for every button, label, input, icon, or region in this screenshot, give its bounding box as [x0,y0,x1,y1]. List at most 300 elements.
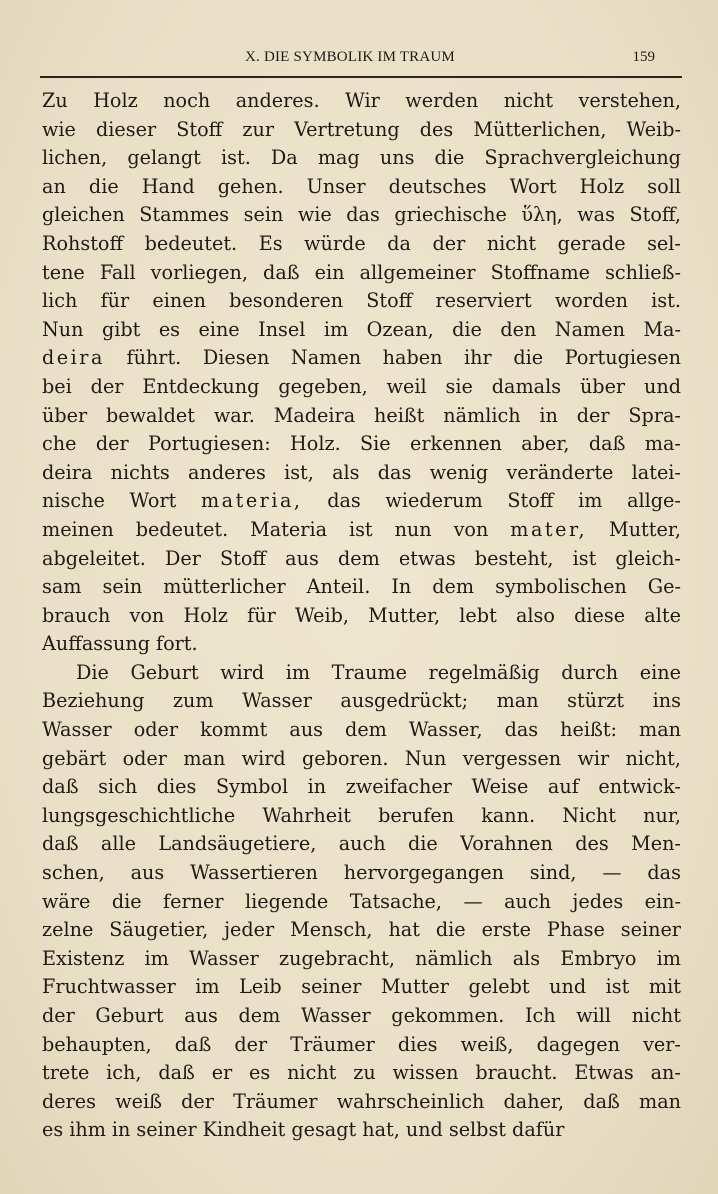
word: deira [42,460,93,484]
word: ein- [644,889,681,913]
word: deira [42,346,105,370]
word: das [346,203,380,227]
word: nicht, [625,746,681,770]
running-title: X. DIE SYMBOLIK IM TRAUM [245,49,455,65]
word: In [391,575,412,599]
word: oder [122,746,167,770]
word: ma- [644,432,681,456]
word: gekommen. [391,1004,505,1027]
word: jedes [572,889,624,913]
word: berufen [378,803,455,827]
word: besteht, [474,546,554,570]
word: der [576,403,610,427]
text-line [42,287,681,316]
word: wird [241,746,286,770]
text-line [42,830,681,859]
word: weiß, [460,1032,514,1056]
page-header [40,49,660,71]
word: in [539,403,558,427]
word: an [42,174,66,198]
word: dieser [96,117,157,141]
word: daß [42,832,79,856]
word: im [656,946,681,970]
text-line [42,430,681,459]
word: vorliegen, [150,260,248,284]
word: nichts [110,460,170,484]
word: sein [243,203,284,227]
word: man [496,689,539,713]
word: Holz [183,603,228,627]
word: dies [156,775,197,799]
word: reserviert [435,289,532,313]
text-line [42,602,681,631]
word: dafür [512,1118,565,1142]
word: jeder [224,918,275,942]
word: trete [42,1061,90,1085]
word: sel- [647,231,681,255]
word: die [452,317,482,341]
word: Mensch, [290,918,373,942]
word: Wasser [300,1004,371,1027]
word: die [435,918,466,942]
word: und [643,374,681,398]
word: zelne [42,918,94,942]
word: die [513,346,544,370]
word: Landsäugetiere, [158,832,317,856]
word: Fruchtwasser [42,975,176,999]
word: nun [394,517,432,541]
word: Wasser, [408,718,483,742]
word: Nun [42,317,84,341]
text-line [42,1059,681,1088]
word: auf [547,775,579,799]
word: gerade [557,231,626,255]
word: lebt [459,603,497,627]
word: gebärt [42,746,107,770]
text-line [42,373,681,402]
word: Geburt [130,660,199,684]
text-line [42,630,681,659]
word: daher, [503,1089,565,1113]
word: besonderen [229,289,344,313]
word: wie [297,203,332,227]
word: allgemeiner [359,260,476,284]
word: Holz [93,89,138,112]
text-line [42,116,681,145]
word: man [183,746,226,770]
word: geboren. [302,746,389,770]
word: da [387,231,411,255]
word: Weise [471,775,529,799]
word: gegeben, [278,374,368,398]
word: erkennen [410,432,502,456]
word: behaupten, [42,1032,152,1056]
word: daß [588,432,626,456]
word: Leib [239,975,282,999]
word: also [515,603,555,627]
word: im [195,975,220,999]
word: das [327,489,361,513]
word: auch [504,889,551,913]
word: Mutter, [609,517,681,541]
word: sie [445,374,473,398]
word: verstehen, [578,89,681,112]
word: latei- [631,460,681,484]
word: weiß [115,1089,162,1113]
word: weil [386,374,427,398]
page-number: 159 [632,49,655,65]
text-line [42,1031,681,1060]
word: schen, [42,861,105,885]
word: dem [432,575,475,599]
text-line [42,687,681,716]
word: ein [314,260,345,284]
word: sind, [529,861,577,885]
word: gleich- [615,546,681,570]
word: nämlich [415,946,493,970]
word: Etwas [574,1061,634,1085]
word: liegende [245,889,329,913]
word: im [578,489,603,513]
word: che [42,432,77,456]
word: dies [397,1032,438,1056]
word: mater, [510,517,588,541]
word: auch [338,832,386,856]
word: seiner [136,1118,197,1142]
word: Beziehung [42,689,145,713]
word: der [95,432,129,456]
word: Madeira [273,403,356,427]
word: ist. [221,146,251,170]
word: Unser [306,174,366,198]
word: in [307,775,327,799]
word: heißt [374,403,425,427]
word: Materia [250,517,328,541]
text-line [42,745,681,774]
word: Geburt [95,1004,164,1027]
word: Hand [141,174,195,198]
word: daß [583,1089,620,1113]
word: vergessen [462,746,562,770]
word: Mutter, [368,603,441,627]
word: mit [648,975,681,999]
text-line [42,888,681,917]
word: mag [317,146,360,170]
word: wiederum [385,489,483,513]
word: Mutter [380,975,449,999]
word: Diesen [202,346,270,370]
word: das [504,718,539,742]
text-line [42,230,681,259]
word: Symbol [215,775,289,799]
word: sein [102,575,143,599]
word: von [453,517,489,541]
word: gesagt [291,1118,357,1142]
word: seiner [301,975,362,999]
word: durch [561,660,619,684]
word: lungsgeschichtliche [42,803,236,827]
word: Es [258,231,283,255]
word: anderes [188,460,266,484]
word: abgeleitet. [42,546,146,570]
word: Holz [579,174,625,198]
word: wie [42,117,76,141]
word: eine [198,317,240,341]
word: selbst [448,1118,507,1142]
word: nur, [643,803,681,827]
word: für [100,289,130,313]
word: er [211,1061,233,1085]
word: lichen, [42,146,108,170]
word: allge- [627,489,681,513]
word: ihm [69,1118,106,1142]
word: aber, [521,432,570,456]
word: Ge- [647,575,681,599]
text-line [42,1116,681,1145]
word: Da [270,146,298,170]
word: Traume [331,660,407,684]
text-line [42,1088,681,1117]
word: materia, [200,489,303,513]
word: einen [152,289,206,313]
word: die [407,832,438,856]
word: dem [238,1004,281,1027]
text-line [42,173,681,202]
word: ich, [106,1061,142,1085]
word: nämlich [443,403,521,427]
word: noch [163,89,211,112]
word: symbolischen [495,575,627,599]
word: ausgedrückt; [340,689,469,713]
word: zur [242,117,274,141]
word: stürzt [567,689,625,713]
word: Entdeckung [142,374,260,398]
word: bewaldet [106,403,195,427]
text-line [42,973,681,1002]
word: Portugiesen: [147,432,271,456]
word: wahrscheinlich [336,1089,485,1113]
text-line [42,716,681,745]
word: Insel [258,317,306,341]
word: Existenz [42,946,125,970]
word: im [144,946,169,970]
word: nicht [486,231,537,255]
word: Wort [509,174,557,198]
word: Nicht [562,803,616,827]
word: zum [172,689,214,713]
text-line [42,144,681,173]
word: zweifacher [345,775,452,799]
word: veränderte [506,460,614,484]
word: tene [42,260,85,284]
word: eine [639,660,681,684]
word: die [88,174,119,198]
word: Ma- [643,317,681,341]
word: entwick- [598,775,681,799]
word: Stoff [176,117,223,141]
word: Stoff, [629,203,681,227]
word: dem [345,718,387,742]
word: Sie [360,432,391,456]
word: es [249,1061,271,1085]
word: des [419,117,454,141]
word: Sprachvergleichung [484,146,681,170]
word: regelmäßig [428,660,540,684]
word: wird [220,660,265,684]
word: werden [405,89,479,112]
word: brauch [42,603,111,627]
word: alte [644,603,681,627]
word: zu [353,1061,376,1085]
word: zugebracht, [279,946,395,970]
word: Der [164,546,201,570]
word: was [577,203,615,227]
word: mütterlicher [163,575,286,599]
body-text [42,87,681,1145]
word: braucht. [475,1061,558,1085]
word: nische [42,489,105,513]
word: gelangt [127,146,201,170]
text-line [42,659,681,688]
word: Wahrheit [262,803,351,827]
word: alle [100,832,136,856]
text-line [42,802,681,831]
word: in [111,1118,131,1142]
word: Stammes [139,203,230,227]
word: der [234,1032,268,1056]
text-line [42,316,681,345]
text-line [42,859,681,888]
word: Rohstoff [42,231,124,255]
word: Träumer [290,1032,375,1056]
text-line [42,916,681,945]
word: Zu [42,89,68,112]
word: daß [174,1032,212,1056]
word: Namen [290,346,362,370]
word: Wassertieren [190,861,318,885]
word: ist. [651,289,681,313]
word: und [405,1118,443,1142]
word: Men- [631,832,681,856]
word: bei [42,374,72,398]
word: hat [388,918,420,942]
word: von [129,603,165,627]
word: Holz. [290,432,341,456]
word: Weib- [626,117,681,141]
word: nicht [503,89,554,112]
word: Ozean, [366,317,434,341]
word: meinen [42,517,114,541]
word: bedeutet. [135,517,229,541]
text-line [42,344,681,373]
word: uns [379,146,415,170]
word: ὕλη, [521,203,563,227]
word: erste [481,918,532,942]
word: Wasser [189,946,259,970]
word: deutsches [388,174,487,198]
text-line [42,201,681,230]
word: Säugetier, [109,918,209,942]
word: griechische [394,203,507,227]
word: gleichen [42,203,125,227]
word: haben [382,346,443,370]
word: Anteil. [306,575,371,599]
word: Portugiesen [564,346,681,370]
word: daß [158,1061,195,1085]
word: über [579,374,626,398]
word: oder [133,718,179,742]
word: wenig [429,460,489,484]
word: lich [42,289,78,313]
word: als [512,946,541,970]
word: der [181,1089,214,1113]
word: der [432,231,466,255]
word: an- [650,1061,681,1085]
word: ist [348,517,373,541]
word: war. [213,403,255,427]
word: ist [572,546,597,570]
word: Vertretung [294,117,400,141]
text-line [42,773,681,802]
word: es [158,317,181,341]
word: aus [184,1004,218,1027]
word: für [247,603,276,627]
word: fort. [155,632,198,656]
word: gibt [101,317,141,341]
text-line [42,487,681,516]
word: Phase [546,918,605,942]
word: dem [337,546,380,570]
word: bedeutet. [144,231,238,255]
word: ist [605,975,630,999]
word: Tatsache, [349,889,443,913]
word: wäre [42,889,91,913]
word: die [434,146,465,170]
word: wir [577,746,610,770]
word: nicht [631,1004,681,1027]
word: das [377,460,412,484]
word: dagegen [536,1032,620,1056]
word: anderes. [235,89,320,112]
word: Nun [404,746,447,770]
word: will [576,1004,612,1027]
word: die [111,889,142,913]
word: diese [574,603,626,627]
word: kann. [481,803,536,827]
text-line [42,87,681,116]
word: als [332,460,360,484]
text-line [42,573,681,602]
word: man [639,718,681,742]
word: man [639,1089,681,1113]
word: daß [42,775,79,799]
word: wissen [392,1061,459,1085]
word: Fall [99,260,136,284]
word: gelebt [468,975,530,999]
word: der [42,1004,75,1027]
word: Stoff [366,289,413,313]
word: hervorgegangen [343,861,504,885]
word: des [575,832,609,856]
word: im [323,317,349,341]
word: im [285,660,311,684]
word: — [602,861,622,885]
word: worden [554,289,628,313]
word: über [42,403,88,427]
word: Embryo [560,946,637,970]
word: nicht [287,1061,337,1085]
word: Stoff [507,489,554,513]
